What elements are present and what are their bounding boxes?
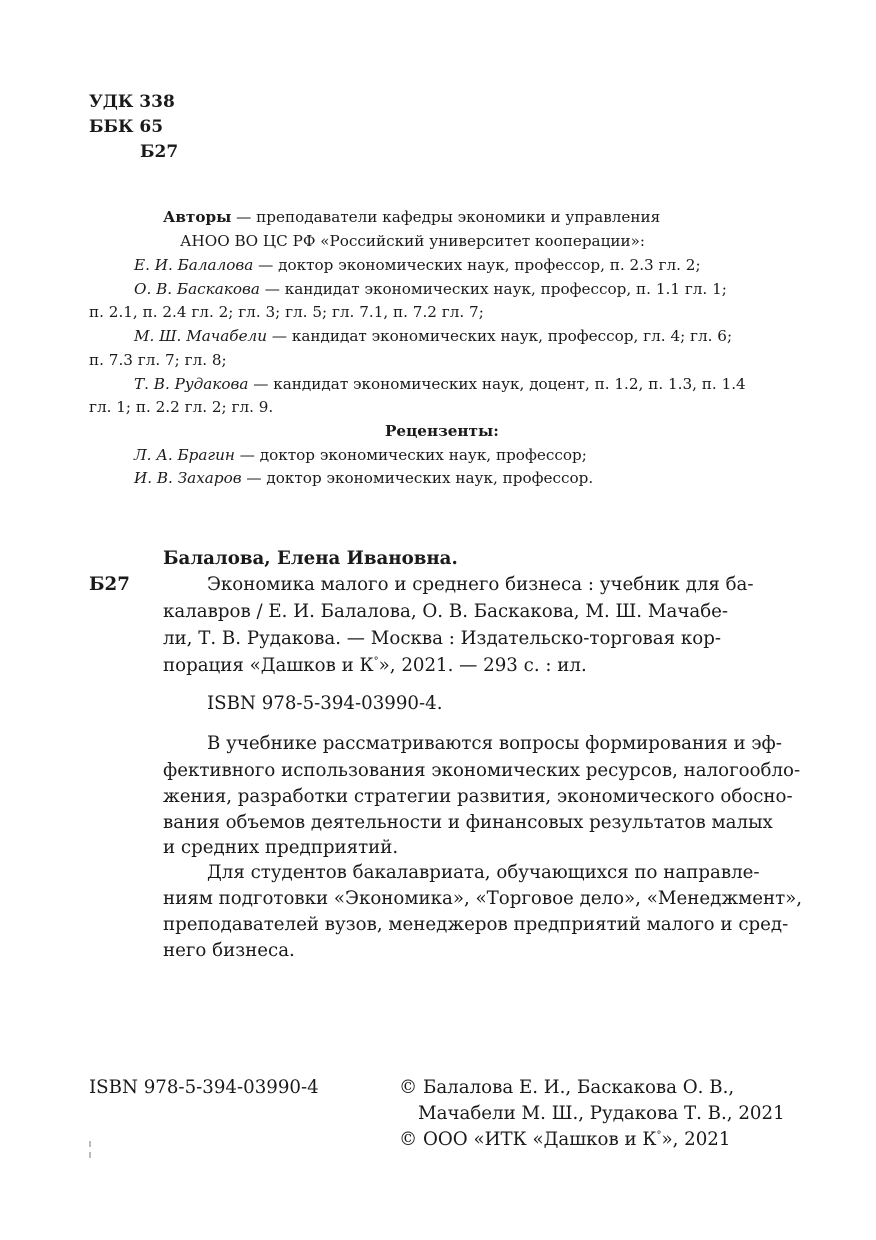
bbk-code: ББК 65 (89, 117, 164, 137)
annotation-p1-line-5: и средних предприятий. (163, 837, 399, 858)
footer-degree-sign: ° (656, 1129, 662, 1141)
annotation-p2-line-3: преподавателей вузов, менеджеров предприятий малого и сред- (163, 914, 789, 935)
author-4-name: Т. В. Рудакова (134, 375, 249, 393)
bib-author-mark: Б27 (89, 574, 130, 595)
author-3-text: — кандидат экономических наук, профессор, гл. 4; гл. 6; (267, 327, 733, 345)
author-2-cont: п. 2.1, п. 2.4 гл. 2; гл. 3; гл. 5; гл. 7.1, п. 7.2 гл. 7; (89, 303, 484, 321)
author-2-text: — кандидат экономических наук, профессор, п. 1.1 гл. 1; (259, 280, 727, 298)
bib-desc-line-3: ли, Т. В. Рудакова. — Москва : Издательско-торговая кор- (163, 628, 721, 649)
footer-copyright-authors-cont: Мачабели М. Ш., Рудакова Т. В., 2021 (418, 1103, 785, 1124)
annotation-p1-line-1: В учебнике рассматриваются вопросы формирования и эф- (207, 733, 782, 754)
bib-desc-line-1: Экономика малого и среднего бизнеса : учебник для ба- (207, 574, 754, 595)
footer-copyright-publisher-b: », 2021 (661, 1129, 731, 1150)
footer-copyright-authors: © Балалова Е. И., Баскакова О. В., (399, 1077, 735, 1098)
author-3 (134, 327, 732, 345)
bib-desc-line-2: калавров / Е. И. Балалова, О. В. Баскакова, М. Ш. Мачабе- (163, 601, 729, 622)
annotation-p1-line-3: жения, разработки стратегии развития, экономического обосно- (163, 786, 793, 807)
author-2-name: О. В. Баскакова (134, 280, 260, 298)
bib-desc-line-4-a: порация «Дашков и К (163, 655, 374, 676)
crop-mark (89, 1152, 91, 1158)
reviewer-2 (134, 469, 593, 487)
author-1-name: Е. И. Балалова (134, 256, 254, 274)
bib-author-heading: Балалова, Елена Ивановна. (163, 548, 458, 569)
author-3-name: М. Ш. Мачабели (134, 327, 268, 345)
author-mark: Б27 (140, 142, 179, 162)
author-1 (134, 256, 701, 274)
annotation-p2-line-4: него бизнеса. (163, 940, 295, 961)
footer-copyright-publisher (399, 1129, 730, 1150)
authors-org: АНОО ВО ЦС РФ «Российский университет кооперации»: (180, 232, 646, 250)
author-2 (134, 280, 727, 298)
annotation-p1-line-2: фективного использования экономических ресурсов, налогообло- (163, 760, 801, 781)
author-4-text: — кандидат экономических наук, доцент, п. 1.2, п. 1.3, п. 1.4 (248, 375, 746, 393)
footer-copyright-publisher-a: © ООО «ИТК «Дашков и К (399, 1129, 657, 1150)
bib-isbn: ISBN 978-5-394-03990-4. (207, 693, 443, 714)
annotation-p2-line-2: ниям подготовки «Экономика», «Торговое дело», «Менеджмент», (163, 888, 803, 909)
author-4 (134, 375, 746, 393)
udk-code: УДК 338 (89, 92, 175, 112)
bib-degree-sign: ° (373, 655, 379, 667)
reviewer-2-name: И. В. Захаров (134, 469, 242, 487)
author-1-text: — доктор экономических наук, профессор, п. 2.3 гл. 2; (253, 256, 701, 274)
reviewer-1-name: Л. А. Брагин (134, 446, 235, 464)
annotation-p1-line-4: вания объемов деятельности и финансовых результатов малых (163, 812, 773, 833)
bib-desc-line-4-b: », 2021. — 293 с. : ил. (378, 655, 587, 676)
authors-heading (163, 208, 660, 226)
crop-mark (89, 1141, 91, 1147)
annotation-p2-line-1: Для студентов бакалавриата, обучающихся по направле- (207, 862, 760, 883)
authors-heading-label: Авторы (163, 208, 232, 226)
reviewer-1-text: — доктор экономических наук, профессор; (234, 446, 587, 464)
author-3-cont: п. 7.3 гл. 7; гл. 8; (89, 351, 227, 369)
author-4-cont: гл. 1; п. 2.2 гл. 2; гл. 9. (89, 398, 274, 416)
reviewers-heading: Рецензенты: (385, 422, 499, 440)
authors-heading-rest: — преподаватели кафедры экономики и управления (231, 208, 661, 226)
footer-isbn: ISBN 978-5-394-03990-4 (89, 1077, 319, 1098)
reviewer-2-text: — доктор экономических наук, профессор. (241, 469, 594, 487)
reviewer-1 (134, 446, 587, 464)
bib-desc-line-4 (163, 655, 587, 676)
